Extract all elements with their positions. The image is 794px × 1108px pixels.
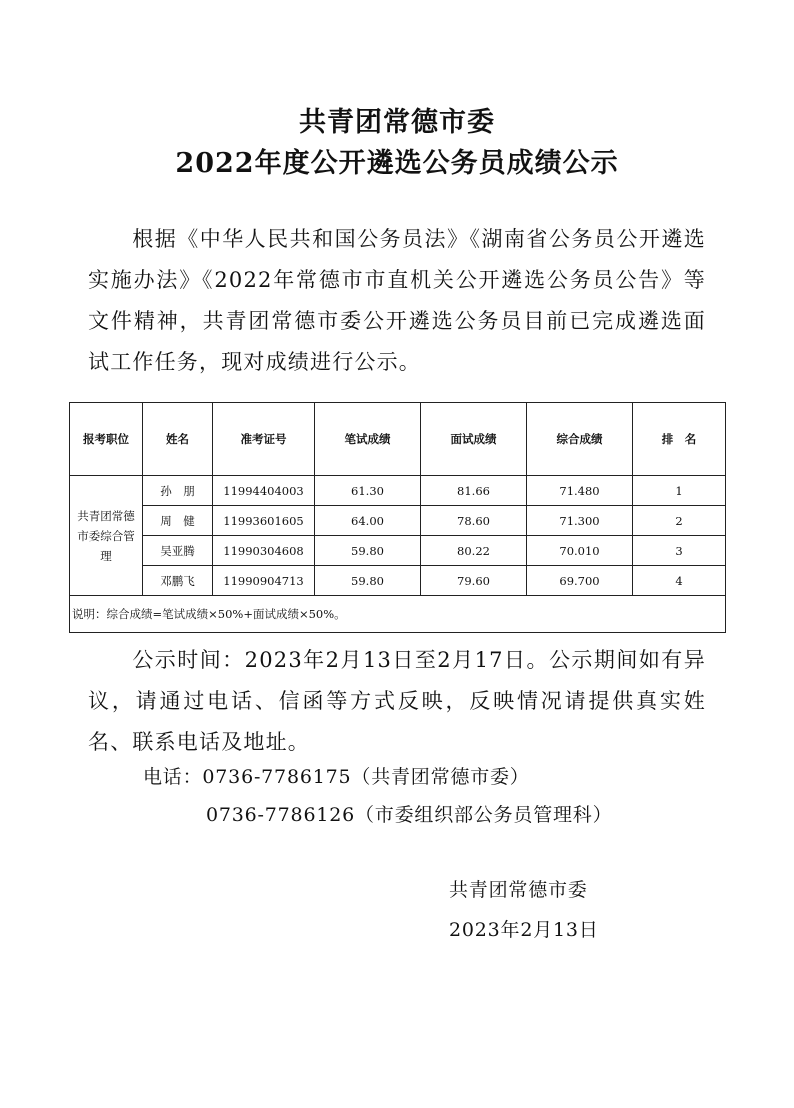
cell-name: 吴亚腾 — [143, 536, 213, 566]
header-position: 报考职位 — [70, 403, 143, 476]
notice-text: 公示时间：2023年2月13日至2月17日。公示期间如有异议，请通过电话、信函等方式反映，反映情况请提供真实姓名、联系电话及地址。 — [88, 648, 706, 754]
cell-total-score: 71.480 — [527, 476, 633, 506]
cell-total-score: 71.300 — [527, 506, 633, 536]
header-interview-score: 面试成绩 — [421, 403, 527, 476]
cell-written-score: 64.00 — [315, 506, 421, 536]
table-row — [70, 536, 726, 566]
cell-interview-score: 80.22 — [421, 536, 527, 566]
cell-interview-score: 78.60 — [421, 506, 527, 536]
table-note: 说明：综合成绩=笔试成绩×50%+面试成绩×50%。 — [70, 596, 726, 633]
cell-name: 周 健 — [143, 506, 213, 536]
cell-interview-score: 79.60 — [421, 566, 527, 596]
document-title-line1: 共青团常德市委 — [299, 107, 495, 138]
header-name: 姓名 — [143, 403, 213, 476]
document-title-line2: 2022年度公开遴选公务员成绩公示 — [175, 148, 619, 179]
cell-rank: 3 — [633, 536, 726, 566]
cell-written-score: 59.80 — [315, 536, 421, 566]
header-written-score: 笔试成绩 — [315, 403, 421, 476]
cell-rank: 2 — [633, 506, 726, 536]
notice-paragraph — [88, 640, 706, 763]
table-header-row — [70, 403, 726, 476]
cell-rank: 1 — [633, 476, 726, 506]
table-row — [70, 476, 726, 506]
intro-text: 根据《中华人民共和国公务员法》《湖南省公务员公开遴选实施办法》《2022年常德市市直机关公开遴选公务员公告》等文件精神，共青团常德市委公开遴选公务员目前已完成遴选面试工作任务，现对成绩进行公示。 — [88, 227, 706, 374]
cell-exam-id: 11990904713 — [213, 566, 315, 596]
cell-exam-id: 11993601605 — [213, 506, 315, 536]
header-exam-id: 准考证号 — [213, 403, 315, 476]
cell-exam-id: 11990304608 — [213, 536, 315, 566]
score-table — [69, 402, 726, 633]
position-cell: 共青团常德市委综合管理 — [70, 476, 143, 596]
intro-paragraph — [88, 219, 706, 383]
header-total-score: 综合成绩 — [527, 403, 633, 476]
header-rank: 排 名 — [633, 403, 726, 476]
cell-interview-score: 81.66 — [421, 476, 527, 506]
cell-rank: 4 — [633, 566, 726, 596]
cell-name: 邓鹏飞 — [143, 566, 213, 596]
signature-org: 共青团常德市委 — [449, 879, 588, 901]
cell-total-score: 70.010 — [527, 536, 633, 566]
cell-written-score: 61.30 — [315, 476, 421, 506]
cell-exam-id: 11994404003 — [213, 476, 315, 506]
table-row — [70, 566, 726, 596]
contact-line-1: 电话：0736-7786175（共青团常德市委） — [143, 766, 530, 788]
cell-written-score: 59.80 — [315, 566, 421, 596]
table-row — [70, 506, 726, 536]
cell-name: 孙 朋 — [143, 476, 213, 506]
cell-total-score: 69.700 — [527, 566, 633, 596]
contact-line-2: 0736-7786126（市委组织部公务员管理科） — [206, 804, 613, 826]
table-note-row — [70, 596, 726, 633]
signature-date: 2023年2月13日 — [449, 919, 599, 941]
